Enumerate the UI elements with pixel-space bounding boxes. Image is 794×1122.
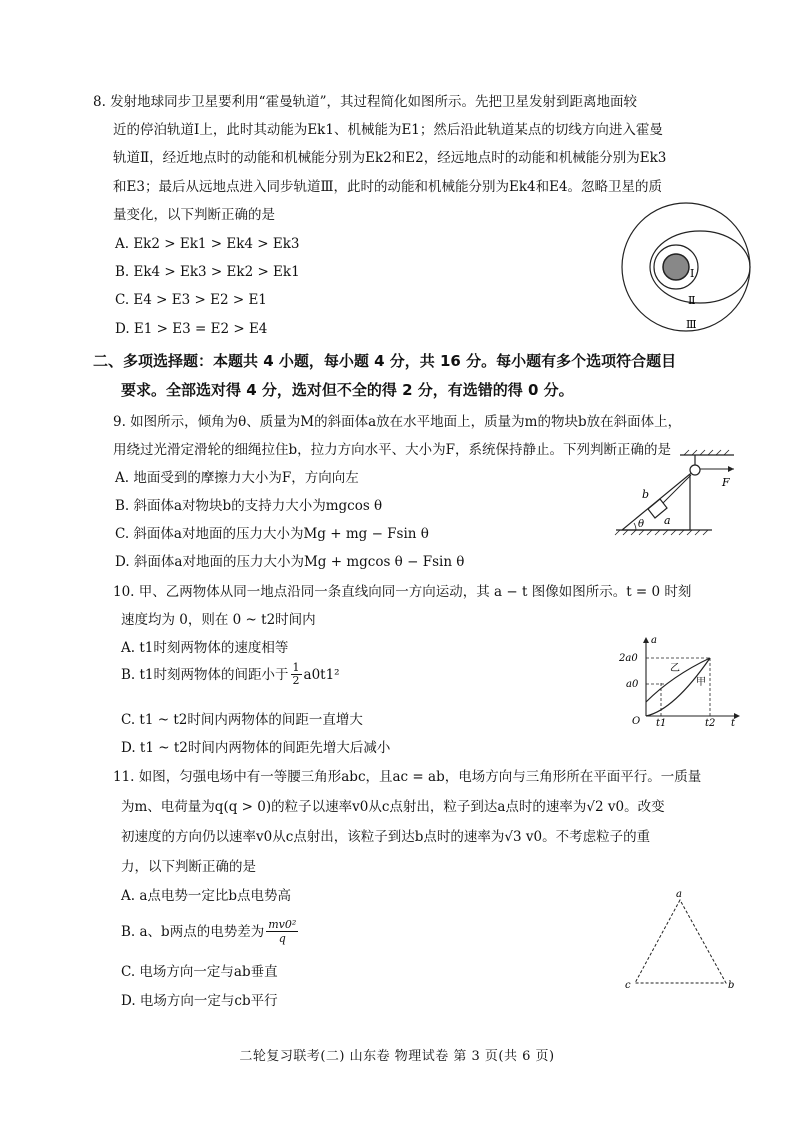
incline-label-f: F [722, 476, 730, 489]
q10-option-c: C. t1 ~ t2时间内两物体的间距一直增大 [121, 712, 363, 728]
graph-label-2a0: 2a0 [619, 653, 638, 664]
q11-option-b-prefix: B. a、b两点的电势差为 [121, 923, 265, 940]
orbit-label-iii: Ⅲ [686, 318, 697, 331]
q10-line-2: 速度均为 0，则在 0 ~ t2时间内 [121, 612, 316, 628]
q11-option-b-fraction [266, 918, 298, 945]
triangle-label-b: b [728, 980, 735, 991]
q11-line-2: 为m、电荷量为q(q > 0)的粒子以速率v0从c点射出，粒子到达a点时的速率为√2 v0。改变 [121, 799, 665, 815]
orbit-label-i: Ⅰ [690, 267, 695, 280]
q11-line-3: 初速度的方向仍以速率v0从c点射出，该粒子到达b点时的速率为√3 v0。不考虑粒子的重 [121, 829, 651, 845]
q8-line-5: 量变化，以下判断正确的是 [113, 207, 275, 223]
section-2-heading-line-2: 要求。全部选对得 4 分，选对但不全的得 2 分，有选错的得 0 分。 [121, 381, 574, 399]
q10-option-b [121, 662, 340, 687]
q9-option-b: B. 斜面体a对物块b的支持力大小为mgcos θ [115, 498, 383, 514]
graph-label-t2: t2 [705, 718, 716, 726]
graph-label-t1: t1 [656, 718, 667, 726]
graph-label-curve-1: 乙 [670, 663, 680, 674]
orbit-label-ii: Ⅱ [688, 294, 696, 307]
q8-option-c: C. E4 > E3 > E2 > E1 [115, 292, 267, 308]
q11-line-4: 力，以下判断正确的是 [121, 859, 256, 875]
q10-option-b-prefix: B. t1时刻两物体的间距小于 [121, 666, 289, 683]
q10-line-1: 10. 甲、乙两物体从同一地点沿同一条直线向同一方向运动，其 a − t 图像如图所示。t = 0 时刻 [113, 584, 692, 600]
q11-option-c: C. 电场方向一定与ab垂直 [121, 964, 278, 980]
q11-option-b [121, 918, 300, 945]
q11-line-1: 11. 如图，匀强电场中有一等腰三角形abc，且ac = ab，电场方向与三角形所在平面平行。一质量 [113, 769, 702, 785]
triangle-abc [635, 900, 726, 983]
at-graph-figure [614, 634, 744, 726]
incline-label-theta: θ [638, 519, 645, 530]
q10-option-b-suffix: a0t1² [303, 666, 340, 683]
incline-figure [612, 448, 742, 543]
q11-option-b-numerator: mv0² [268, 918, 297, 931]
triangle-label-a: a [676, 889, 682, 900]
graph-label-t-axis: t [731, 718, 736, 726]
triangle-figure [622, 888, 742, 993]
triangle-label-c: c [625, 980, 631, 991]
graph-label-a0: a0 [626, 679, 639, 690]
q10-option-b-numerator: 1 [292, 661, 300, 674]
q11-option-d: D. 电场方向一定与cb平行 [121, 993, 278, 1009]
section-2-heading-line-1: 二、多项选择题：本题共 4 小题，每小题 4 分，共 16 分。每小题有多个选项符合题目 [93, 352, 677, 370]
q8-line-2: 近的停泊轨道Ⅰ上，此时其动能为Ek1、机械能为E1；然后沿此轨道某点的切线方向进入霍曼 [113, 122, 663, 138]
q9-line-1: 9. 如图所示，倾角为θ、质量为M的斜面体a放在水平地面上，质量为m的物块b放在斜面体上， [113, 414, 682, 430]
q11-option-b-denominator: q [278, 932, 286, 945]
q10-option-a: A. t1时刻两物体的速度相等 [121, 640, 289, 656]
graph-label-a-axis: a [651, 635, 657, 646]
q8-option-b: B. Ek4 > Ek3 > Ek2 > Ek1 [115, 264, 300, 280]
graph-label-curve-2: 甲 [696, 677, 706, 688]
incline-label-a: a [664, 514, 671, 527]
q10-option-d: D. t1 ~ t2时间内两物体的间距先增大后减小 [121, 740, 391, 756]
earth-icon [663, 254, 689, 280]
incline-label-b: b [642, 488, 650, 501]
q9-option-a: A. 地面受到的摩擦力大小为F，方向向左 [115, 470, 359, 486]
q8-line-1: 8. 发射地球同步卫星要利用“霍曼轨道”，其过程简化如图所示。先把卫星发射到距离地面较 [93, 94, 637, 110]
q8-line-3: 轨道Ⅱ，经近地点时的动能和机械能分别为Ek2和E2，经远地点时的动能和机械能分别为Ek3 [113, 150, 667, 166]
q9-option-c: C. 斜面体a对地面的压力大小为Mg + mg − Fsin θ [115, 526, 429, 542]
q10-option-b-fraction [291, 662, 302, 687]
q9-option-d: D. 斜面体a对地面的压力大小为Mg + mgcos θ − Fsin θ [115, 554, 465, 570]
q8-option-a: A. Ek2 > Ek1 > Ek4 > Ek3 [115, 236, 300, 252]
page-footer: 二轮复习联考(二) 山东卷 物理试卷 第 3 页(共 6 页) [239, 1049, 555, 1064]
pulley-icon [690, 465, 700, 475]
q9-line-2: 用绕过光滑定滑轮的细绳拉住b，拉力方向水平、大小为F，系统保持静止。下列判断正确的是 [113, 442, 672, 458]
q8-line-4: 和E3；最后从远地点进入同步轨道Ⅲ，此时的动能和机械能分别为Ek4和E4。忽略卫星的质 [113, 179, 663, 195]
q8-option-d: D. E1 > E3 = E2 > E4 [115, 321, 268, 337]
orbit-figure [610, 202, 760, 342]
graph-label-origin: O [632, 716, 641, 726]
q10-option-b-denominator: 2 [292, 674, 300, 687]
q11-option-a: A. a点电势一定比b点电势高 [121, 888, 292, 904]
